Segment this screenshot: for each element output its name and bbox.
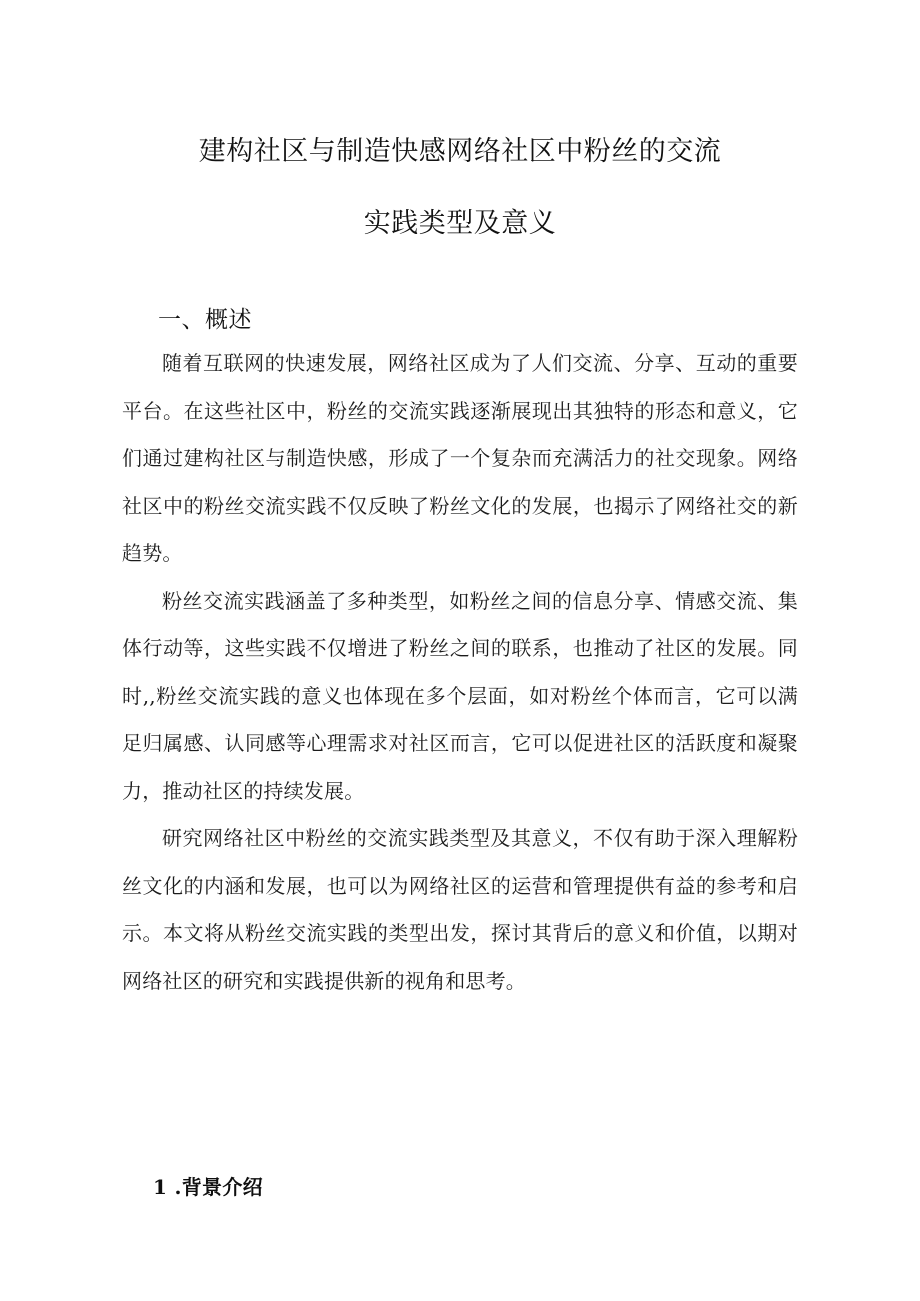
paragraph-3: 研究网络社区中粉丝的交流实践类型及其意义，不仅有助于深入理解粉丝文化的内涵和发展，也可以为网络社区的运营和管理提供有益的参考和启示。本文将从粉丝交流实践的类型出发，探讨其背后的意义和价值，以期对网络社区的研究和实践提供新的视角和思考。 [122,826,798,993]
subsection-label: .背景介绍 [174,1175,263,1199]
subsection-heading-background [153,1172,263,1202]
paragraph-2: 粉丝交流实践涵盖了多种类型，如粉丝之间的信息分享、情感交流、集体行动等，这些实践不仅增进了粉丝之间的联系，也推动了社区的发展。同时,,粉丝交流实践的意义也体现在多个层面，如对粉丝个体而言，它可以满足归属感、认同感等心理需求对社区而言，它可以促进社区的活跃度和凝聚力，推动社区的持续发展。 [122,588,798,803]
body-text [122,340,798,1005]
title-line-2: 实践类型及意义 [363,208,557,240]
section-heading-overview: 一、概述 [158,307,252,334]
subsection-number: 1 [153,1175,168,1199]
paragraph-1: 随着互联网的快速发展，网络社区成为了人们交流、分享、互动的重要平台。在这些社区中，粉丝的交流实践逐渐展现出其独特的形态和意义，它们通过建构社区与制造快感，形成了一个复杂而充满活力的社交现象。网络社区中的粉丝交流实践不仅反映了粉丝文化的发展，也揭示了网络社交的新趋势。 [122,351,798,565]
page-title [120,116,800,260]
title-line-1: 建构社区与制造快感网络社区中粉丝的交流 [198,136,722,168]
